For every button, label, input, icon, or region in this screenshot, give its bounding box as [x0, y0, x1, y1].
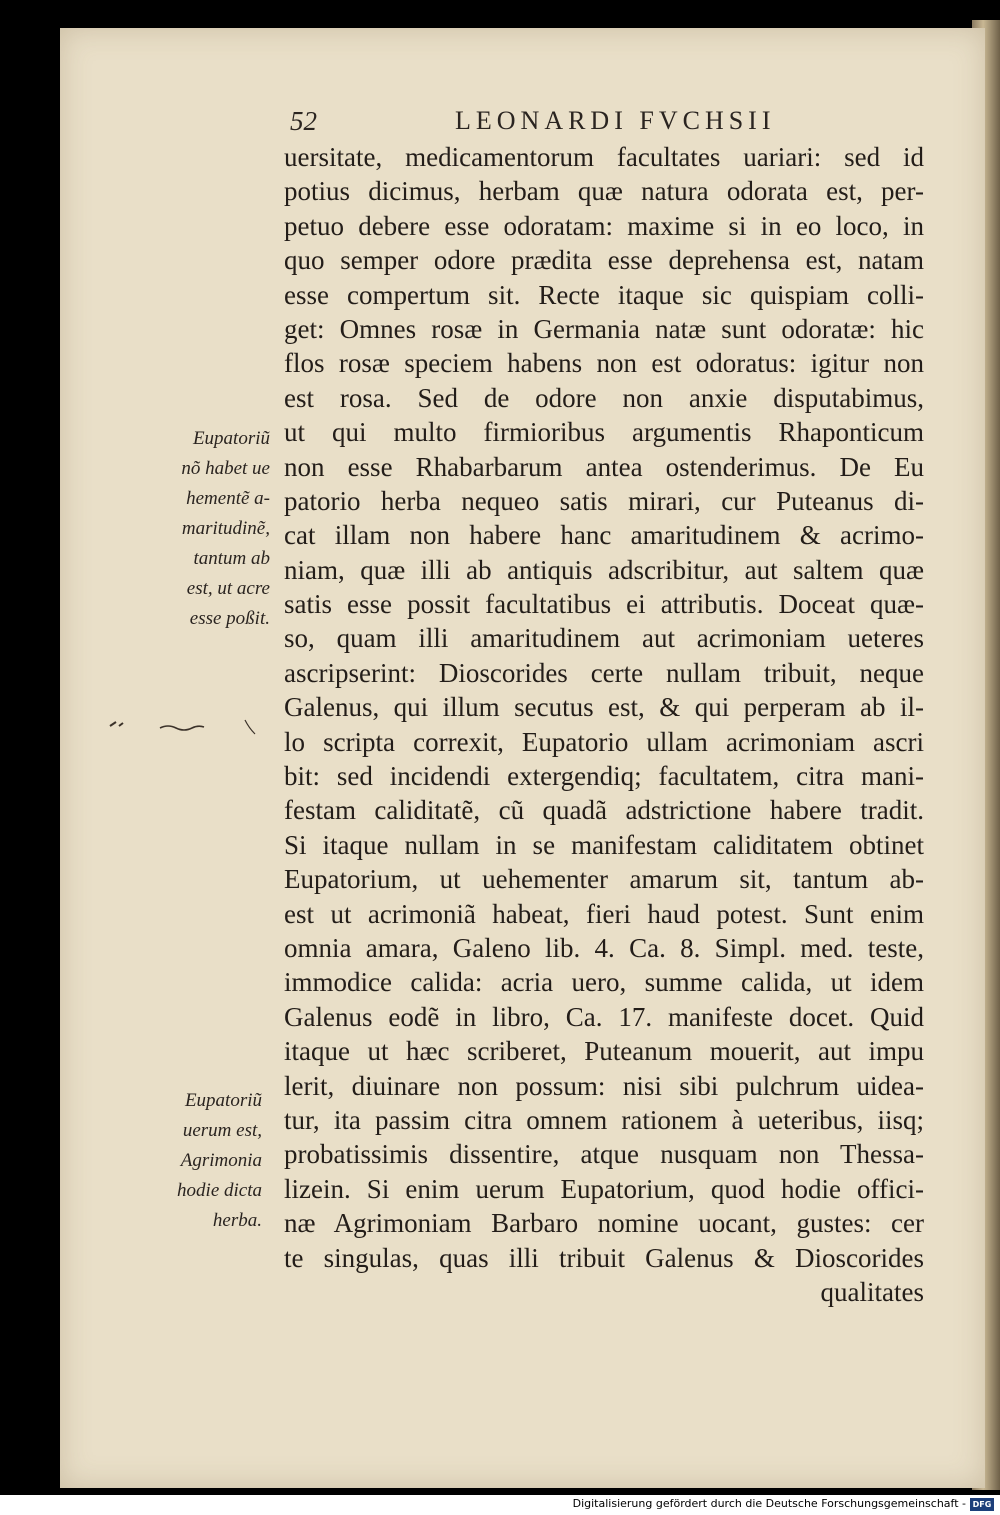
dfg-logo-icon: DFG: [970, 1498, 994, 1511]
text-line: quo semper odore prædita esse deprehensa est, natam: [284, 245, 924, 276]
margin-note-line: Eupatoriũ: [192, 428, 270, 449]
margin-note-line: hodie dicta: [177, 1180, 262, 1201]
margin-note-line: nõ habet ue: [181, 458, 270, 479]
margin-ink-mark: [105, 716, 265, 736]
margin-note-line: hementẽ a-: [186, 488, 270, 509]
text-line: lerit, diuinare non possum: nisi sibi pulchrum uidea-: [284, 1070, 924, 1101]
margin-note-line: Agrimonia: [180, 1150, 262, 1171]
text-line: Galenus eodẽ in libro, Ca. 17. manifeste docet. Quid: [284, 1001, 924, 1032]
text-line: te singulas, quas illi tribuit Galenus & Dioscorides: [284, 1242, 924, 1273]
text-line: cat illam non habere hanc amaritudinem & acrimo-: [284, 520, 924, 551]
text-line: tur, ita passim citra omnem rationem à ueteribus, iisq;: [284, 1104, 924, 1135]
footer-bar: [0, 1495, 1000, 1515]
text-line: qualitates: [820, 1276, 924, 1307]
text-line: ascripserint: Dioscorides certe nullam tribuit, neque: [284, 657, 924, 688]
text-line: patorio herba nequeo satis mirari, cur Puteanus di-: [284, 485, 924, 516]
margin-note-line: esse poßit.: [189, 608, 270, 629]
text-line: Eupatorium, ut uehementer amarum sit, tantum ab-: [284, 864, 924, 895]
text-line: itaque ut hæc scriberet, Puteanum mouerit, aut impu: [284, 1036, 924, 1067]
margin-note-line: est, ut acre: [186, 578, 270, 599]
running-title: LEONARDI FVCHSII: [455, 106, 776, 135]
margin-note-eupatorium-agrimonia: [150, 1086, 262, 1236]
text-line: potius dicimus, herbam quæ natura odorata est, per-: [284, 176, 924, 207]
margin-note-line: uerum est,: [182, 1120, 262, 1141]
text-line: so, quam illi amaritudinem aut acrimoniam ueteres: [284, 623, 924, 654]
main-text-block: [284, 140, 924, 1309]
text-line: get: Omnes rosæ in Germania natæ sunt odoratæ: hic: [284, 313, 924, 344]
margin-note-line: maritudinẽ,: [181, 518, 270, 539]
text-line: bit: sed incidendi extergendiq; facultatem, citra mani-: [284, 761, 924, 792]
text-line: Si itaque nullam in se manifestam caliditatem obtinet: [284, 829, 924, 860]
text-line: næ Agrimoniam Barbaro nomine uocant, gustes: cer: [284, 1208, 924, 1239]
text-line: non esse Rhabarbarum antea ostenderimus. De Eu: [284, 451, 924, 482]
margin-note-line: tantum ab: [193, 548, 270, 569]
margin-note-line: Eupatoriũ: [184, 1090, 262, 1111]
text-line: esse compertum sit. Recte itaque sic quispiam colli-: [284, 279, 924, 310]
text-line: est ut acrimoniã habeat, fieri haud potest. Sunt enim: [284, 898, 924, 929]
text-line: niam, quæ illi ab antiquis adscribitur, aut saltem quæ: [284, 554, 924, 585]
text-line: Galenus, qui illum secutus est, & qui perperam ab il-: [284, 692, 924, 723]
text-line: probatissimis dissentire, atque nusquam non Thessa-: [284, 1139, 924, 1170]
text-line: est rosa. Sed de odore non anxie disputabimus,: [284, 382, 924, 413]
text-line: festam caliditatẽ, cũ quadã adstrictione habere tradit.: [284, 795, 924, 826]
text-line: ut qui multo firmioribus argumentis Rhaponticum: [284, 417, 924, 448]
text-line: omnia amara, Galeno lib. 4. Ca. 8. Simpl. med. teste,: [284, 932, 924, 963]
text-line: petuo debere esse odoratam: maxime si in eo loco, in: [284, 210, 924, 241]
margin-note-eupatorium-bitterness: [158, 424, 270, 634]
funding-credit: Digitalisierung gefördert durch die Deutsche Forschungsgemeinschaft -: [572, 1497, 966, 1510]
margin-note-line: herba.: [212, 1210, 262, 1231]
page-number: 52: [290, 106, 317, 136]
running-head: [290, 106, 790, 144]
text-line: lo scripta correxit, Eupatorio ullam acrimoniam ascri: [284, 726, 924, 757]
text-line: flos rosæ speciem habens non est odoratus: igitur non: [284, 348, 924, 379]
text-line: lizein. Si enim uerum Eupatorium, quod hodie offici-: [284, 1173, 924, 1204]
text-line: uersitate, medicamentorum facultates uariari: sed id: [284, 142, 924, 172]
text-line: satis esse possit facultatibus ei attributis. Doceat quæ-: [284, 589, 924, 620]
text-line: immodice calida: acria uero, summe calida, ut idem: [284, 967, 924, 998]
